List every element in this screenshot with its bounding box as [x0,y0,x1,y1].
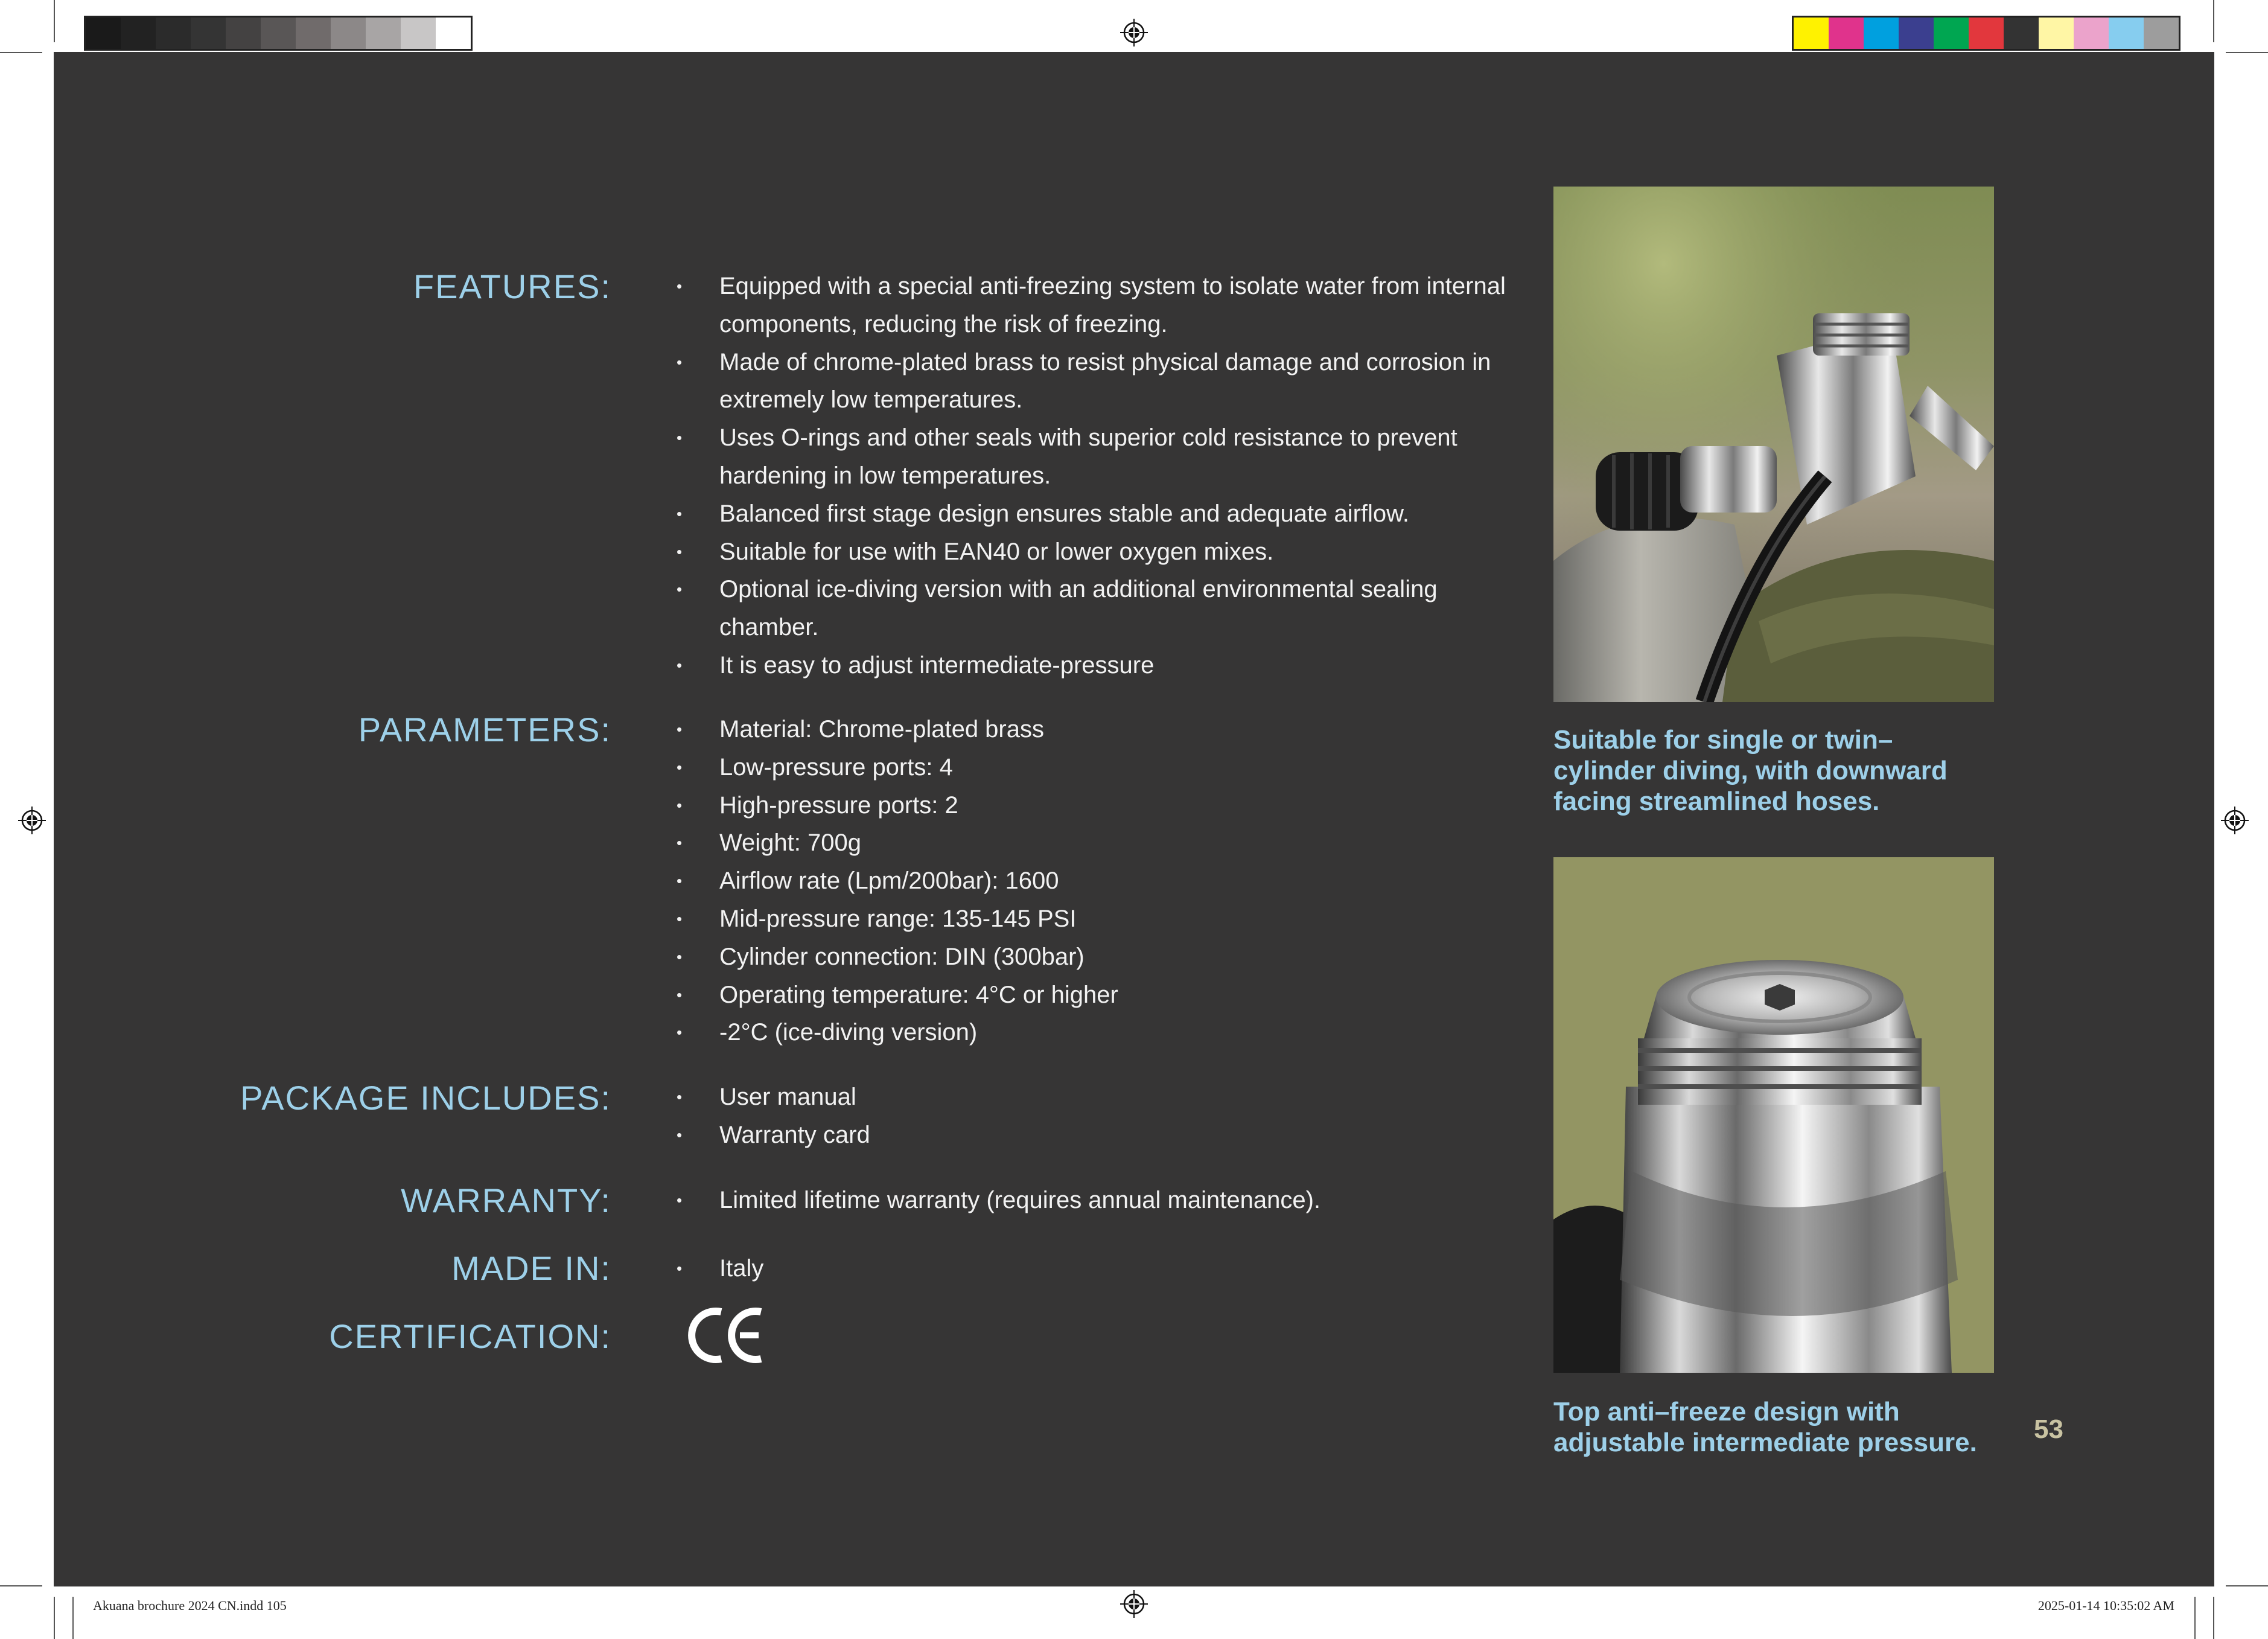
list-item-text: Limited lifetime warranty (requires annual maintenance). [719,1187,1321,1213]
bullet-icon: • [677,542,683,561]
color-swatch [191,18,226,49]
list-item-text: Low-pressure ports: 4 [719,753,953,781]
color-swatch [261,18,296,49]
list-item-text: Equipped with a special anti-freezing system to isolate water from internal components, reducing the risk of freezing. [719,273,1506,337]
crop-mark [2226,1585,2268,1586]
warranty-heading: WARRANTY: [401,1181,611,1219]
bullet-icon: • [677,1125,683,1144]
color-swatch [1899,18,1934,49]
bullet-icon: • [677,429,683,447]
anti-freeze-cap-photo [1553,857,1994,1373]
features-heading: FEATURES: [413,267,611,305]
registration-mark-icon [18,807,46,834]
parameters-list [667,711,1512,1052]
color-swatch [366,18,401,49]
list-item [667,647,1512,685]
color-swatch [2074,18,2109,49]
color-swatch-strip [1792,16,2180,51]
list-item [667,938,1512,976]
slug-timestamp: 2025-01-14 10:35:02 AM [2037,1598,2174,1613]
crop-mark [2226,52,2268,53]
color-swatch [86,18,121,49]
color-swatch [1934,18,1969,49]
list-item [667,1116,1512,1154]
bullet-icon: • [677,1191,683,1209]
color-swatch [401,18,436,49]
list-item [667,1014,1512,1052]
certification-heading: CERTIFICATION: [329,1317,611,1355]
color-swatch [2004,18,2039,49]
color-swatch [156,18,191,49]
list-item [667,1250,1512,1288]
slug-file-info: Akuana brochure 2024 CN.indd 105 [93,1598,287,1613]
list-item-text: Optional ice-diving version with an additional environmental sealing chamber. [719,576,1438,641]
package-includes-heading: PACKAGE INCLUDES: [240,1079,611,1117]
color-swatch [1829,18,1864,49]
bullet-icon: • [677,909,683,928]
bullet-icon: • [677,834,683,852]
list-item-text: High-pressure ports: 2 [719,791,958,819]
bullet-icon: • [677,947,683,966]
list-item [667,570,1512,647]
parameters-heading: PARAMETERS: [358,711,611,749]
bullet-icon: • [677,720,683,738]
color-swatch [436,18,471,49]
list-item [667,976,1512,1014]
list-item [667,533,1512,571]
color-swatch [2144,18,2179,49]
bullet-icon: • [677,1088,683,1106]
list-item-text: Material: Chrome-plated brass [719,716,1044,743]
crop-mark [54,1597,55,1639]
color-swatch [226,18,261,49]
anti-freeze-cap-caption [1553,1396,1977,1458]
bullet-icon: • [677,985,683,1004]
color-swatch [2039,18,2074,49]
list-item-text: Weight: 700g [719,829,861,857]
list-item [667,343,1512,420]
list-item-text: Airflow rate (Lpm/200bar): 1600 [719,867,1059,895]
crop-mark [72,1597,74,1639]
color-swatch [121,18,156,49]
bullet-icon: • [677,758,683,776]
page-number: 53 [2034,1414,2063,1444]
registration-mark-icon [1120,1590,1148,1618]
caption-line: Suitable for single or twin– [1553,725,1893,755]
bullet-icon: • [677,796,683,814]
package-includes-list [667,1078,1512,1154]
list-item-text: Balanced first stage design ensures stable and adequate airflow. [719,500,1409,527]
gray-swatch-strip [84,16,473,51]
crop-mark [2213,1597,2214,1639]
bullet-icon: • [677,353,683,371]
registration-mark-icon [1120,19,1148,46]
list-item [667,749,1512,787]
list-item [667,862,1512,900]
caption-line: adjustable intermediate pressure. [1553,1428,1977,1457]
list-item [667,267,1512,343]
color-swatch [331,18,366,49]
warranty-list [667,1181,1512,1219]
crop-mark [2194,1597,2196,1639]
list-item [667,711,1512,749]
crop-mark [2213,0,2214,42]
bullet-icon: • [677,1023,683,1042]
bullet-icon: • [677,504,683,523]
list-item-text: Operating temperature: 4°C or higher [719,981,1118,1008]
bullet-icon: • [677,656,683,674]
registration-mark-icon [2221,807,2249,834]
crop-mark [0,52,42,53]
made-in-heading: MADE IN: [451,1249,611,1287]
bullet-icon: • [677,277,683,295]
list-item-text: -2°C (ice-diving version) [719,1019,978,1046]
list-item-text: It is easy to adjust intermediate-pressure [719,651,1155,679]
color-swatch [1864,18,1899,49]
ce-mark-icon [688,1306,765,1365]
list-item-text: User manual [719,1084,856,1110]
list-item [667,495,1512,533]
list-item [667,1181,1512,1219]
list-item-text: Suitable for use with EAN40 or lower oxygen mixes. [719,538,1274,565]
caption-line: facing streamlined hoses. [1553,787,1880,816]
list-item-text: Cylinder connection: DIN (300bar) [719,943,1085,970]
regulator-photo-caption [1553,724,1948,817]
list-item-text: Uses O-rings and other seals with superior cold resistance to prevent hardening in low temperatures. [719,424,1457,489]
list-item-text: Mid-pressure range: 135-145 PSI [719,905,1077,932]
list-item-text: Warranty card [719,1121,870,1148]
color-swatch [2109,18,2144,49]
color-swatch [1794,18,1829,49]
crop-mark [0,1585,42,1586]
list-item [667,419,1512,495]
list-item-text: Made of chrome-plated brass to resist physical damage and corrosion in extremely low temperatures. [719,348,1491,414]
bullet-icon: • [677,872,683,890]
bullet-icon: • [677,580,683,599]
made-in-list [667,1250,1512,1288]
list-item-text: Italy [719,1255,764,1282]
color-swatch [1969,18,2004,49]
bullet-icon: • [677,1259,683,1277]
caption-line: Top anti–freeze design with [1553,1397,1900,1427]
caption-line: cylinder diving, with downward [1553,756,1948,785]
crop-mark [54,0,55,42]
list-item [667,824,1512,862]
list-item [667,787,1512,825]
list-item [667,1078,1512,1116]
features-list [667,267,1512,685]
color-swatch [296,18,331,49]
regulator-photo [1553,187,1994,702]
list-item [667,900,1512,938]
